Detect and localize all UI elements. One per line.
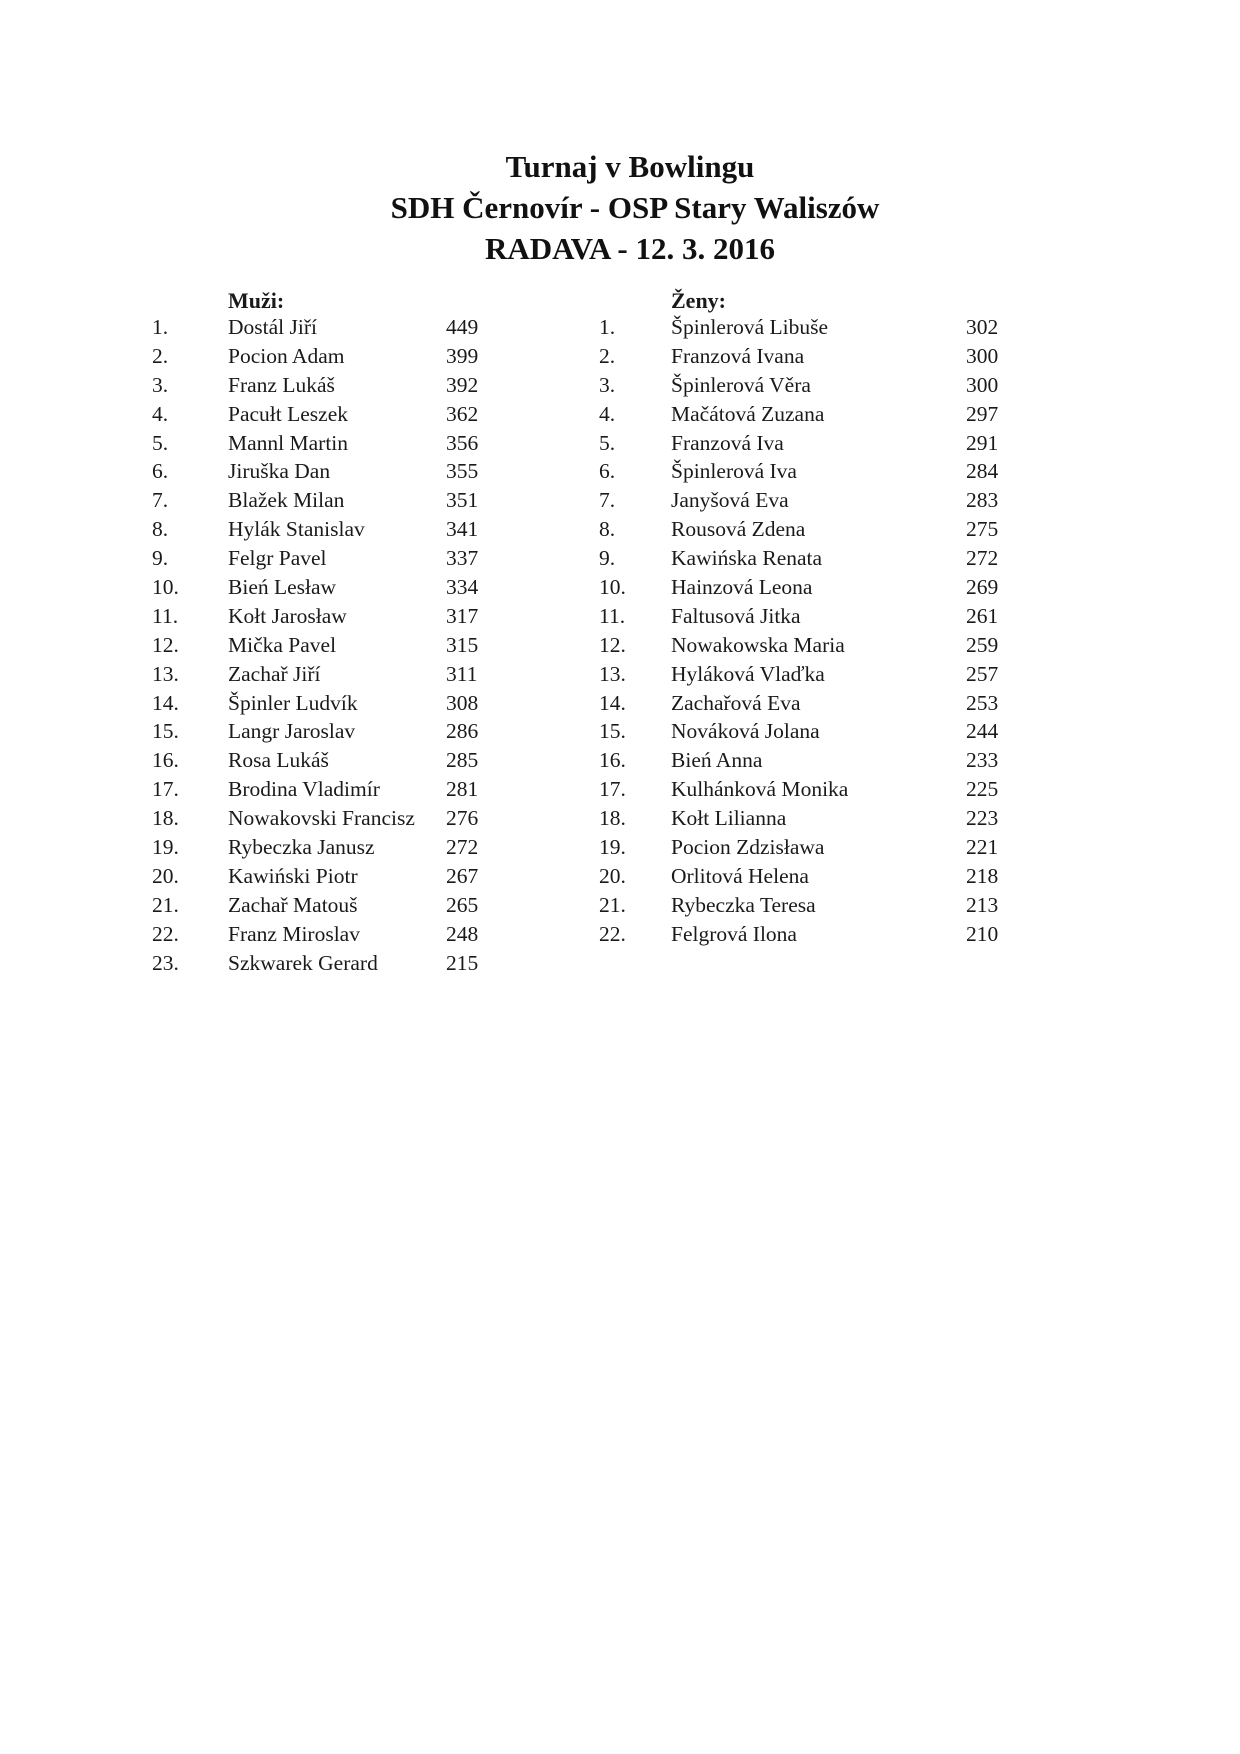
score-cell: 317	[446, 603, 479, 628]
women-heading: Ženy:	[671, 288, 726, 313]
name-cell: Mačátová Zuzana	[671, 401, 825, 426]
name-cell: Rybeczka Teresa	[671, 892, 816, 917]
score-cell: 218	[966, 863, 999, 888]
name-cell: Pocion Zdzisława	[671, 835, 825, 860]
score-cell: 341	[446, 517, 479, 542]
score-cell: 272	[966, 546, 999, 571]
name-cell: Janyšová Eva	[671, 488, 789, 513]
score-cell: 311	[446, 661, 478, 686]
score-cell: 281	[446, 777, 479, 802]
rank-cell: 17.	[152, 777, 179, 802]
score-cell: 302	[966, 315, 999, 339]
title-line-1: Turnaj v Bowlingu	[505, 149, 755, 184]
rank-cell: 19.	[152, 835, 179, 860]
name-cell: Orlitová Helena	[671, 863, 809, 888]
score-cell: 265	[446, 892, 479, 917]
name-cell: Brodina Vladimír	[228, 777, 380, 802]
score-cell: 223	[966, 806, 999, 831]
name-cell: Bień Anna	[671, 748, 763, 773]
score-cell: 225	[966, 777, 999, 802]
score-cell: 215	[446, 950, 479, 975]
rank-cell: 12.	[599, 632, 626, 657]
score-cell: 269	[966, 575, 999, 600]
rank-cell: 11.	[152, 603, 179, 628]
score-cell: 362	[446, 401, 479, 426]
document-title	[0, 146, 1240, 269]
score-cell: 449	[446, 315, 479, 339]
name-cell: Hylák Stanislav	[228, 517, 365, 542]
score-cell: 267	[446, 863, 479, 888]
score-cell: 259	[966, 632, 999, 657]
name-cell: Nowakovski Francisz	[228, 806, 415, 831]
rank-cell: 16.	[152, 748, 179, 773]
rank-cell: 23.	[152, 950, 179, 975]
score-cell: 283	[966, 488, 999, 513]
rank-cell: 16.	[599, 748, 626, 773]
score-cell: 286	[446, 719, 479, 744]
name-cell: Zachař Matouš	[228, 892, 358, 917]
score-cell: 392	[446, 372, 479, 397]
score-cell: 276	[446, 806, 479, 831]
score-cell: 297	[966, 401, 999, 426]
rank-cell: 10.	[599, 575, 626, 600]
name-cell: Mička Pavel	[228, 632, 337, 657]
score-cell: 213	[966, 892, 999, 917]
name-cell: Felgrová Ilona	[671, 921, 797, 946]
name-cell: Pacułt Leszek	[228, 401, 348, 426]
score-cell: 210	[966, 921, 999, 946]
rank-cell: 7.	[599, 488, 616, 513]
rank-cell: 20.	[599, 863, 626, 888]
rank-cell: 22.	[599, 921, 626, 946]
rank-cell: 19.	[599, 835, 626, 860]
rank-cell: 22.	[152, 921, 179, 946]
rank-cell: 2.	[599, 343, 616, 368]
name-cell: Pocion Adam	[228, 343, 345, 368]
rank-cell: 4.	[599, 401, 616, 426]
rank-cell: 18.	[599, 806, 626, 831]
name-cell: Hainzová Leona	[671, 575, 813, 600]
name-cell: Nováková Jolana	[671, 719, 820, 744]
name-cell: Kołt Lilianna	[671, 806, 787, 831]
name-cell: Rybeczka Janusz	[228, 835, 375, 860]
rank-cell: 1.	[599, 315, 616, 339]
rank-cell: 8.	[599, 517, 616, 542]
rank-cell: 6.	[152, 459, 169, 484]
name-cell: Kołt Jarosław	[228, 603, 347, 628]
name-cell: Zachař Jiří	[228, 661, 321, 686]
men-heading: Muži:	[228, 288, 285, 313]
score-cell: 356	[446, 430, 479, 455]
rank-cell: 11.	[599, 603, 626, 628]
rank-cell: 2.	[152, 343, 169, 368]
name-cell: Špinler Ludvík	[228, 690, 358, 715]
name-cell: Špinlerová Iva	[671, 459, 797, 484]
rank-cell: 4.	[152, 401, 169, 426]
score-cell: 351	[446, 488, 479, 513]
rank-cell: 14.	[599, 690, 626, 715]
name-cell: Dostál Jiří	[228, 315, 317, 339]
rank-cell: 9.	[152, 546, 169, 571]
name-cell: Zachařová Eva	[671, 690, 801, 715]
rank-cell: 13.	[152, 661, 179, 686]
score-cell: 334	[446, 575, 479, 600]
rank-cell: 3.	[599, 372, 616, 397]
title-line-2: SDH Černovír - OSP Stary Waliszów	[390, 190, 880, 225]
rank-cell: 12.	[152, 632, 179, 657]
name-cell: Rosa Lukáš	[228, 748, 329, 773]
score-cell: 275	[966, 517, 999, 542]
name-cell: Franz Lukáš	[228, 372, 335, 397]
title-line-3: RADAVA - 12. 3. 2016	[485, 231, 775, 266]
name-cell: Faltusová Jitka	[671, 603, 801, 628]
name-cell: Franz Miroslav	[228, 921, 360, 946]
score-cell: 248	[446, 921, 479, 946]
name-cell: Hyláková Vlaďka	[671, 661, 825, 686]
rank-cell: 20.	[152, 863, 179, 888]
name-cell: Kawińska Renata	[671, 546, 823, 571]
name-cell: Szkwarek Gerard	[228, 950, 378, 975]
score-cell: 399	[446, 343, 479, 368]
score-cell: 300	[966, 372, 999, 397]
score-cell: 221	[966, 835, 999, 860]
rank-cell: 8.	[152, 517, 169, 542]
rank-cell: 15.	[152, 719, 179, 744]
rank-cell: 10.	[152, 575, 179, 600]
rank-cell: 5.	[599, 430, 616, 455]
score-cell: 308	[446, 690, 479, 715]
name-cell: Blažek Milan	[228, 488, 345, 513]
score-cell: 285	[446, 748, 479, 773]
name-cell: Felgr Pavel	[228, 546, 327, 571]
rank-cell: 18.	[152, 806, 179, 831]
rank-cell: 13.	[599, 661, 626, 686]
rank-cell: 9.	[599, 546, 616, 571]
score-cell: 291	[966, 430, 999, 455]
name-cell: Mannl Martin	[228, 430, 349, 455]
score-cell: 337	[446, 546, 479, 571]
rank-cell: 3.	[152, 372, 169, 397]
score-cell: 244	[966, 719, 999, 744]
name-cell: Kawiński Piotr	[228, 863, 358, 888]
rank-cell: 21.	[152, 892, 179, 917]
rank-cell: 17.	[599, 777, 626, 802]
rank-cell: 6.	[599, 459, 616, 484]
score-cell: 253	[966, 690, 999, 715]
name-cell: Rousová Zdena	[671, 517, 806, 542]
name-cell: Bień Lesław	[228, 575, 337, 600]
rank-cell: 1.	[152, 315, 169, 339]
name-cell: Franzová Ivana	[671, 343, 805, 368]
rank-cell: 5.	[152, 430, 169, 455]
score-cell: 284	[966, 459, 999, 484]
name-cell: Špinlerová Věra	[671, 372, 811, 397]
score-cell: 233	[966, 748, 999, 773]
score-cell: 257	[966, 661, 999, 686]
score-cell: 315	[446, 632, 479, 657]
rank-cell: 7.	[152, 488, 169, 513]
name-cell: Špinlerová Libuše	[671, 315, 829, 339]
name-cell: Langr Jaroslav	[228, 719, 356, 744]
score-cell: 272	[446, 835, 479, 860]
rank-cell: 21.	[599, 892, 626, 917]
name-cell: Franzová Iva	[671, 430, 784, 455]
rank-cell: 15.	[599, 719, 626, 744]
name-cell: Kulhánková Monika	[671, 777, 849, 802]
name-cell: Jiruška Dan	[228, 459, 331, 484]
score-cell: 355	[446, 459, 479, 484]
score-cell: 261	[966, 603, 999, 628]
score-cell: 300	[966, 343, 999, 368]
name-cell: Nowakowska Maria	[671, 632, 845, 657]
rank-cell: 14.	[152, 690, 179, 715]
